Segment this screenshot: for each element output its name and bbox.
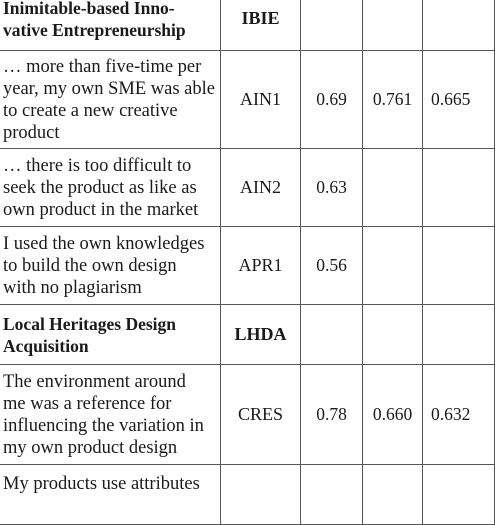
loading-value [301, 305, 363, 365]
item-text: My products use attributes [0, 465, 221, 525]
loading-value: 0.78 [301, 365, 363, 465]
item-text: … there is too difficult to seek the product as like as own product in the market [0, 149, 221, 227]
item-code: AIN1 [221, 51, 301, 149]
item-text: I used the own knowledges to build the own design with no plagiarism [0, 227, 221, 305]
loading-value: 0.69 [301, 51, 363, 149]
reliability-value [363, 305, 423, 365]
ave-value [423, 465, 495, 525]
section-label: Inimitable-based Inno- vative Entrepreneurship [0, 0, 221, 51]
ave-value [423, 227, 495, 305]
item-code: APR1 [221, 227, 301, 305]
loading-value [301, 465, 363, 525]
reliability-value [363, 227, 423, 305]
table-row [0, 0, 495, 51]
table-row [0, 149, 495, 227]
ave-value: 0.632 [423, 365, 495, 465]
item-code: CRES [221, 365, 301, 465]
reliability-value: 0.660 [363, 365, 423, 465]
loading-value: 0.56 [301, 227, 363, 305]
loading-value [301, 0, 363, 51]
construct-code: LHDA [221, 305, 301, 365]
table-row [0, 365, 495, 465]
ave-value [423, 149, 495, 227]
table-row [0, 305, 495, 365]
ave-value [423, 0, 495, 51]
item-code: AIN2 [221, 149, 301, 227]
reliability-value [363, 465, 423, 525]
item-text: The environment around me was a reference for influencing the variation in my own product design [0, 365, 221, 465]
table-row [0, 51, 495, 149]
reliability-value [363, 149, 423, 227]
ave-value [423, 305, 495, 365]
item-text: … more than five-time per year, my own SME was able to create a new creative product [0, 51, 221, 149]
reliability-value [363, 0, 423, 51]
table-row [0, 227, 495, 305]
loading-value: 0.63 [301, 149, 363, 227]
section-label: Local Heritages Design Acquisition [0, 305, 221, 365]
table-row [0, 465, 495, 525]
ave-value: 0.665 [423, 51, 495, 149]
reliability-value: 0.761 [363, 51, 423, 149]
construct-code: IBIE [221, 0, 301, 51]
item-code [221, 465, 301, 525]
